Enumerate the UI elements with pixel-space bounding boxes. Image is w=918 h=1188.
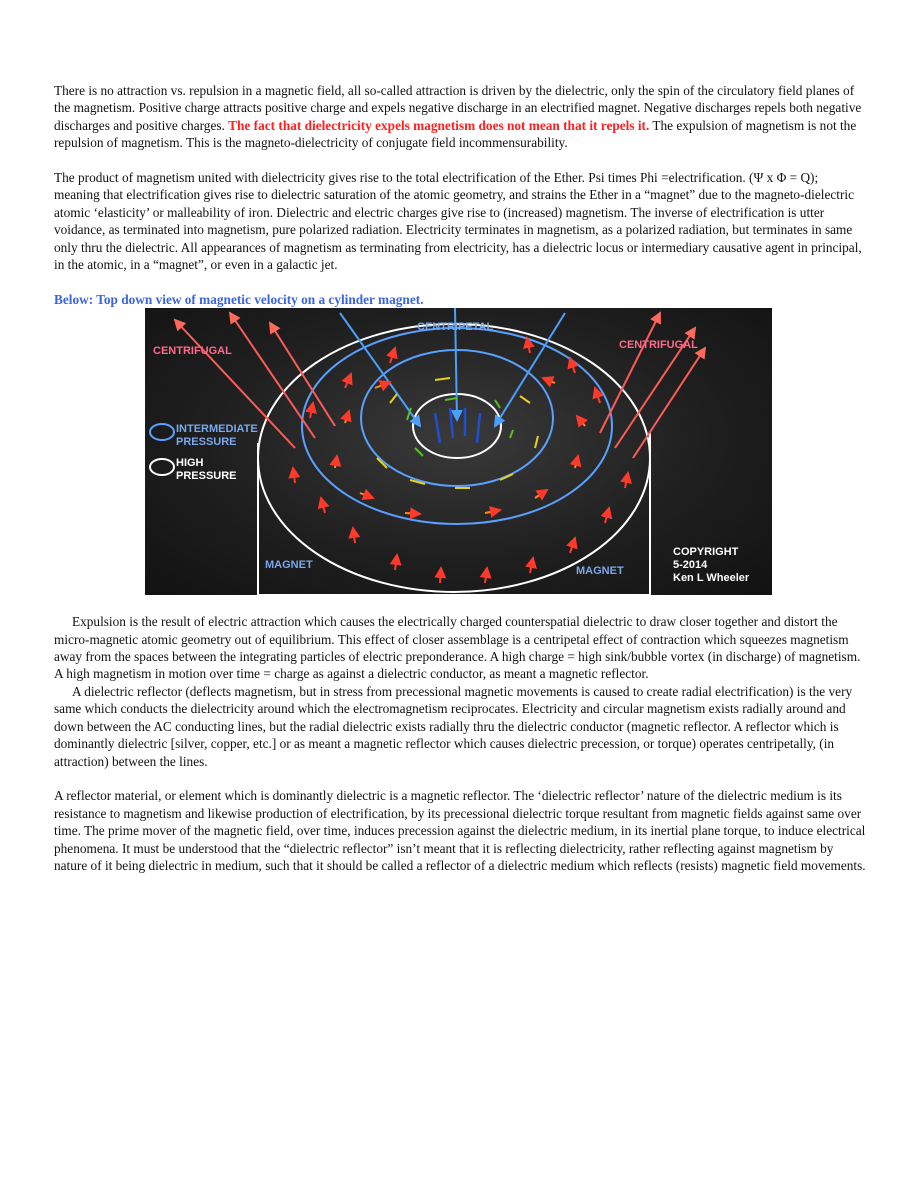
label-centrifugal-left: CENTRIFUGAL: [153, 345, 232, 358]
paragraph-1-highlight: The fact that dielectricity expels magnetism does not mean that it repels it.: [228, 117, 650, 133]
document-page: [54, 82, 866, 874]
legend-intermediate-swatch: [150, 424, 174, 440]
intermediate-ring-outer: [302, 328, 612, 524]
label-magnet-left: MAGNET: [265, 559, 313, 572]
copyright-line-3: Ken L Wheeler: [673, 572, 750, 585]
figure-caption: Below: Top down view of magnetic velocity on a cylinder magnet.: [54, 291, 424, 307]
paragraph-3: Expulsion is the result of electric attraction which causes the electrically charged counterspatial dielectric to draw closer together and distort the micro-magnetic atomic geometry out of equilibrium. This effect of closer assemblage is a centripetal effect of contraction which squeezes magnetism away from the spaces between the integrating particles of electric preponderance. A high charge = high sink/bubble vortex (in discharge) of magnetism. A high magnetism in motion over time = charge as against a dielectric conductor, as meant a magnetic reflector.: [54, 614, 861, 682]
paragraph-1-text-a: There is no attraction vs. repulsion in a magnetic field, all so-called attraction is driven by the dielectric, only the spin of the circulatory field planes of the magnetism. Positive charge attracts positive charge and expels negative discharge in an electrified magnet. Negative discharges repels both negative discharges and positive charges.: [54, 83, 862, 133]
label-magnet-right: MAGNET: [576, 565, 624, 578]
orange-vortex-arrows: [335, 378, 585, 514]
legend-high-swatch: [150, 459, 174, 475]
label-centripetal: CENTRIPETAL: [417, 321, 494, 334]
figure-svg: [145, 308, 772, 595]
copyright-line-1: COPYRIGHT: [673, 546, 739, 559]
copyright-line-2: 5-2014: [673, 559, 708, 572]
cylinder-magnet-figure: [145, 308, 772, 595]
paragraph-1-text-b: The expulsion of magnetism is not the repulsion of magnetism. This is the magneto-dielectricity of conjugate field incommensurability.: [54, 117, 857, 151]
paragraph-2: The product of magnetism united with dielectricity gives rise to the total electrification of the Ether. Psi times Phi =electrification. (Ψ x Φ = Q); meaning that electrification gives rise to dielectric saturation of the atomic geometry, and strains the Ether in a “magnet” due to the magneto-dielectric atomic ‘elasticity’ or malleability of iron. Dielectric and electric charges give rise to (increased) magnetism. The inverse of electrification is utter voidance, as terminated into magnetism, pure polarized radiation. Electricity terminates in magnetism, as a polarized radiation, but terminates in same only thru the dielectric. All appearances of magnetism as terminating from electricity, has a dielectric locus or intermediary causative agent in principal, in the atomic, in a “magnet”, or even in a galactic jet.: [54, 170, 862, 273]
legend-intermediate-label-1: INTERMEDIATE: [176, 423, 258, 436]
legend-high-label-1: HIGH: [176, 457, 204, 470]
legend-intermediate-label-2: PRESSURE: [176, 436, 237, 449]
label-centrifugal-right: CENTRIFUGAL: [619, 339, 698, 352]
centrifugal-arrows-right: [600, 313, 705, 458]
paragraph-5: A reflector material, or element which is dominantly dielectric is a magnetic reflector. The ‘dielectric reflector’ nature of the dielectric medium is its resistance to magnetism and likewise production of electrification, by its precessional dielectric torque resultant from magnetic fields against same over time. The prime mover of the magnetic field, over time, induces precession against the dielectric medium, in its inertial plane torque, to induce electrical phenomena. It must be understood that the “dielectric reflector” isn’t meant that it is reflecting dielectricity, rather reflecting against magnetism by nature of it being dielectric in medium, such that it should be called a reflector of a dielectric medium which reflects (resists) magnetic field movements.: [54, 788, 866, 873]
paragraph-1: [54, 82, 866, 152]
paragraph-4: A dielectric reflector (deflects magnetism, but in stress from precessional magnetic movements is caused to create radial electrification) is the very same which conducts the dielectricity around which the electromagnetism reciprocates. Electricity and circular magnetism exists radially around and down between the AC conducting lines, but the radial dielectric exists radially thru the dielectric conductor (magnetic reflector. A reflector which is dominantly dielectric [silver, copper, etc.] or as meant a magnetic reflector which causes dielectric precession, or torque) operates centripetally, (in attraction) between the lines.: [54, 683, 853, 769]
legend-high-label-2: PRESSURE: [176, 470, 237, 483]
